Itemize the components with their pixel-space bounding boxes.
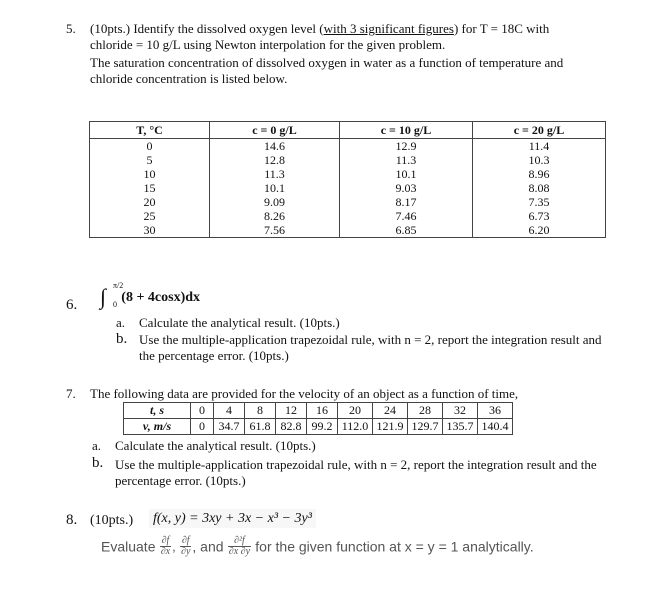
table-cell: 16 xyxy=(307,403,338,419)
table-cell: 0 xyxy=(191,403,214,419)
q6-number: 6. xyxy=(66,297,78,313)
oxygen-table xyxy=(89,121,606,238)
table-cell: 10.1 xyxy=(210,181,340,195)
partial-y-fraction: $\frac{\partial f}{\partial y}$ xyxy=(181,535,191,557)
table-row xyxy=(90,195,606,209)
oxygen-header-cell: c = 20 g/L xyxy=(473,122,606,139)
q6-a-label: a. xyxy=(116,315,126,330)
q5-line4: chloride concentration is listed below. xyxy=(90,71,288,86)
table-cell: 8.96 xyxy=(473,167,606,181)
velocity-label: v, m/s xyxy=(124,419,191,435)
table-cell: 7.46 xyxy=(340,209,473,223)
q5-line2: chloride = 10 g/L using Newton interpolation for the given problem. xyxy=(90,37,446,52)
q8-and: , and xyxy=(192,538,224,555)
q7-b-text1: Use the multiple-application trapezoidal rule, with n = 2, report the integration result and the xyxy=(115,457,597,472)
q8-function: f(x, y) = 3xy + 3x − x³ − 3y³ xyxy=(149,509,316,528)
table-cell: 20 xyxy=(90,195,210,209)
table-cell: 24 xyxy=(373,403,408,419)
table-cell: 9.03 xyxy=(340,181,473,195)
integral-upper-limit: π/2 xyxy=(113,281,124,290)
q8-number: 8. xyxy=(66,512,78,528)
table-cell: 82.8 xyxy=(276,419,307,435)
table-cell: 20 xyxy=(338,403,373,419)
integral-lower-limit: 0 xyxy=(113,300,117,309)
table-cell: 12.8 xyxy=(210,153,340,167)
q7-a-label: a. xyxy=(92,438,102,453)
table-cell: 112.0 xyxy=(338,419,373,435)
q6-b-text1: Use the multiple-application trapezoidal rule, with n = 2, report the integration result and xyxy=(139,332,602,347)
table-cell: 7.56 xyxy=(210,223,340,238)
q5-line1-end: ) for T = 18C with xyxy=(453,21,550,36)
integral-sign: ∫ xyxy=(100,284,107,309)
oxygen-header-cell: c = 10 g/L xyxy=(340,122,473,139)
table-cell: 0 xyxy=(191,419,214,435)
q5-line1-start: (10pts.) Identify the dissolved oxygen level ( xyxy=(90,21,324,36)
table-cell: 25 xyxy=(90,209,210,223)
table-cell: 8.08 xyxy=(473,181,606,195)
mixed-partial-fraction: $\frac{\text{∂²f}}{\partial x \partial y}$ xyxy=(228,535,251,557)
table-cell: 10 xyxy=(90,167,210,181)
table-cell: 14.6 xyxy=(210,139,340,154)
table-cell: 11.4 xyxy=(473,139,606,154)
table-cell: 5 xyxy=(90,153,210,167)
q8-evaluate-line: Evaluate $\frac{\partial f}{\partial x}$ , $\frac{\partial f}{\partial y}$ , and $\frac{\text{∂²f}}{\partial x \partial y}$ for the given function at x = y = 1 analytically. xyxy=(101,535,534,557)
table-cell: 10.1 xyxy=(340,167,473,181)
table-row xyxy=(90,139,606,154)
q7-a-text: Calculate the analytical result. (10pts.) xyxy=(115,438,316,453)
table-cell: 32 xyxy=(443,403,478,419)
oxygen-header-cell: c = 0 g/L xyxy=(210,122,340,139)
velocity-value-row xyxy=(124,419,513,435)
oxygen-header-cell: T, °C xyxy=(90,122,210,139)
table-cell: 10.3 xyxy=(473,153,606,167)
q5-line1 xyxy=(90,21,549,36)
q5-number: 5. xyxy=(66,21,76,36)
q6-integral xyxy=(100,281,201,312)
table-cell: 9.09 xyxy=(210,195,340,209)
table-cell: 135.7 xyxy=(443,419,478,435)
table-cell: 4 xyxy=(214,403,245,419)
table-cell: 6.20 xyxy=(473,223,606,238)
table-cell: 6.85 xyxy=(340,223,473,238)
q7-b-text2: percentage error. (10pts.) xyxy=(115,473,246,488)
q7-number: 7. xyxy=(66,386,76,401)
table-cell: 34.7 xyxy=(214,419,245,435)
table-cell: 8 xyxy=(245,403,276,419)
table-cell: 30 xyxy=(90,223,210,238)
table-cell: 11.3 xyxy=(210,167,340,181)
q6-b-text2: the percentage error. (10pts.) xyxy=(139,348,289,363)
table-cell: 7.35 xyxy=(473,195,606,209)
table-cell: 99.2 xyxy=(307,419,338,435)
q8-evaluate: Evaluate xyxy=(101,538,156,555)
q6-b-label: b. xyxy=(116,331,128,347)
table-cell: 28 xyxy=(408,403,443,419)
table-cell: 11.3 xyxy=(340,153,473,167)
oxygen-table-header xyxy=(90,122,606,139)
table-row xyxy=(90,167,606,181)
table-cell: 6.73 xyxy=(473,209,606,223)
integrand: (8 + 4cosx)dx xyxy=(121,290,201,305)
table-cell: 8.26 xyxy=(210,209,340,223)
velocity-time-row xyxy=(124,403,513,419)
q8-tail: for the given function at x = y = 1 analytically. xyxy=(255,538,534,555)
partial-x-fraction: $\frac{\partial f}{\partial x}$ xyxy=(160,535,171,557)
q7-intro: The following data are provided for the velocity of an object as a function of time, xyxy=(90,386,519,401)
q5-line1-underline: with 3 significant figures xyxy=(323,21,454,36)
velocity-table xyxy=(123,402,513,435)
q6-a-text: Calculate the analytical result. (10pts.) xyxy=(139,315,340,330)
q7-b-label: b. xyxy=(92,455,104,471)
table-cell: 12 xyxy=(276,403,307,419)
table-row xyxy=(90,223,606,238)
q8-pts: (10pts.) xyxy=(90,513,134,528)
table-row xyxy=(90,181,606,195)
table-row xyxy=(90,153,606,167)
table-cell: 140.4 xyxy=(478,419,513,435)
q5-line3: The saturation concentration of dissolved oxygen in water as a function of temperature and xyxy=(90,55,564,70)
table-cell: 12.9 xyxy=(340,139,473,154)
table-row xyxy=(90,209,606,223)
time-label: t, s xyxy=(124,403,191,419)
table-cell: 129.7 xyxy=(408,419,443,435)
table-cell: 121.9 xyxy=(373,419,408,435)
table-cell: 15 xyxy=(90,181,210,195)
table-cell: 0 xyxy=(90,139,210,154)
table-cell: 8.17 xyxy=(340,195,473,209)
table-cell: 36 xyxy=(478,403,513,419)
table-cell: 61.8 xyxy=(245,419,276,435)
